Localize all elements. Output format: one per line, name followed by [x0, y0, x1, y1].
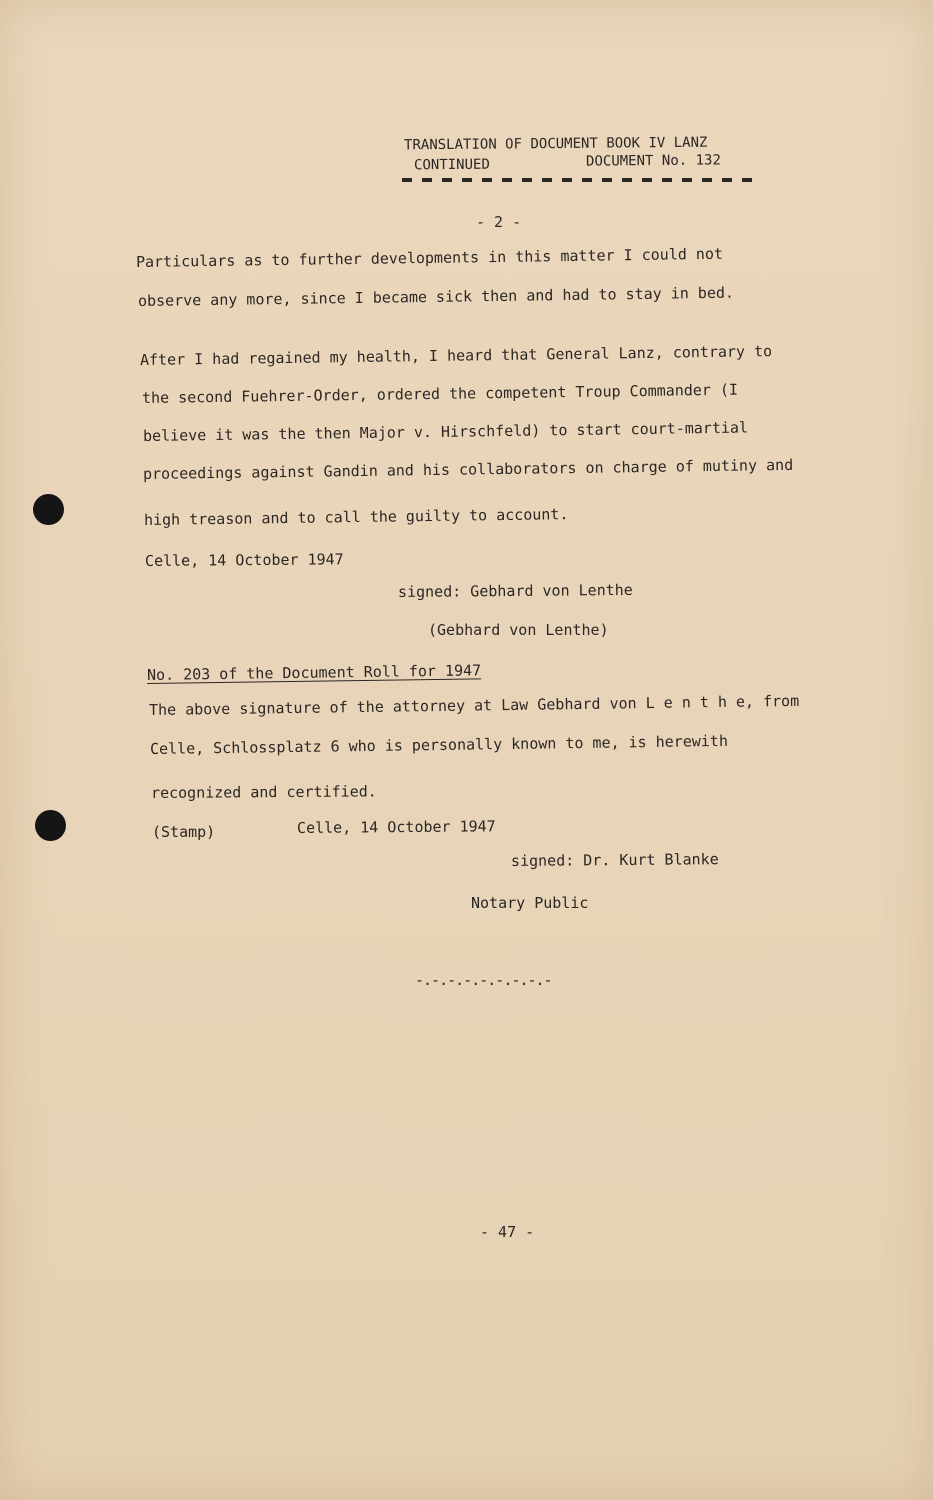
body-line: proceedings against Gandin and his collaborators on charge of mutiny and	[142, 455, 794, 483]
stamp-label: (Stamp)	[152, 823, 216, 841]
header-separator	[402, 178, 762, 182]
body-line: Particulars as to further developments in this matter I could not	[135, 244, 724, 271]
signature-name: (Gebhard von Lenthe)	[428, 621, 609, 639]
signature-line: signed: Gebhard von Lenthe	[397, 580, 633, 601]
body-line: observe any more, since I became sick then and had to stay in bed.	[137, 283, 735, 310]
notary-title: Notary Public	[471, 894, 589, 912]
header-continued: CONTINUED	[413, 156, 490, 174]
page-marker: - 2 -	[476, 213, 522, 231]
document-roll-heading: No. 203 of the Document Roll for 1947	[146, 661, 482, 684]
body-line: After I had regained my health, I heard that General Lanz, contrary to	[139, 342, 773, 369]
notary-text-line: Celle, Schlossplatz 6 who is personally known to me, is herewith	[149, 731, 729, 758]
body-line: high treason and to call the guilty to account.	[143, 505, 569, 529]
body-line: believe it was the then Major v. Hirschfeld) to start court-martial	[142, 418, 749, 445]
punch-hole-top	[33, 494, 64, 525]
notary-signature: signed: Dr. Kurt Blanke	[510, 850, 719, 870]
end-mark: -.-.-.-.-.-.-.-.-	[415, 971, 552, 989]
page-number: - 47 -	[480, 1223, 535, 1241]
body-line: the second Fuehrer-Order, ordered the competent Troup Commander (I	[141, 380, 739, 407]
header-title: TRANSLATION OF DOCUMENT BOOK IV LANZ	[403, 134, 708, 154]
header-document-number: DOCUMENT No. 132	[585, 152, 721, 170]
notary-text-line: recognized and certified.	[150, 782, 377, 802]
place-date: Celle, 14 October 1947	[144, 550, 344, 570]
notary-text-line: The above signature of the attorney at Law Gebhard von L e n t h e, from	[148, 691, 800, 719]
notary-place-date: Celle, 14 October 1947	[296, 817, 496, 837]
punch-hole-bottom	[35, 810, 66, 841]
